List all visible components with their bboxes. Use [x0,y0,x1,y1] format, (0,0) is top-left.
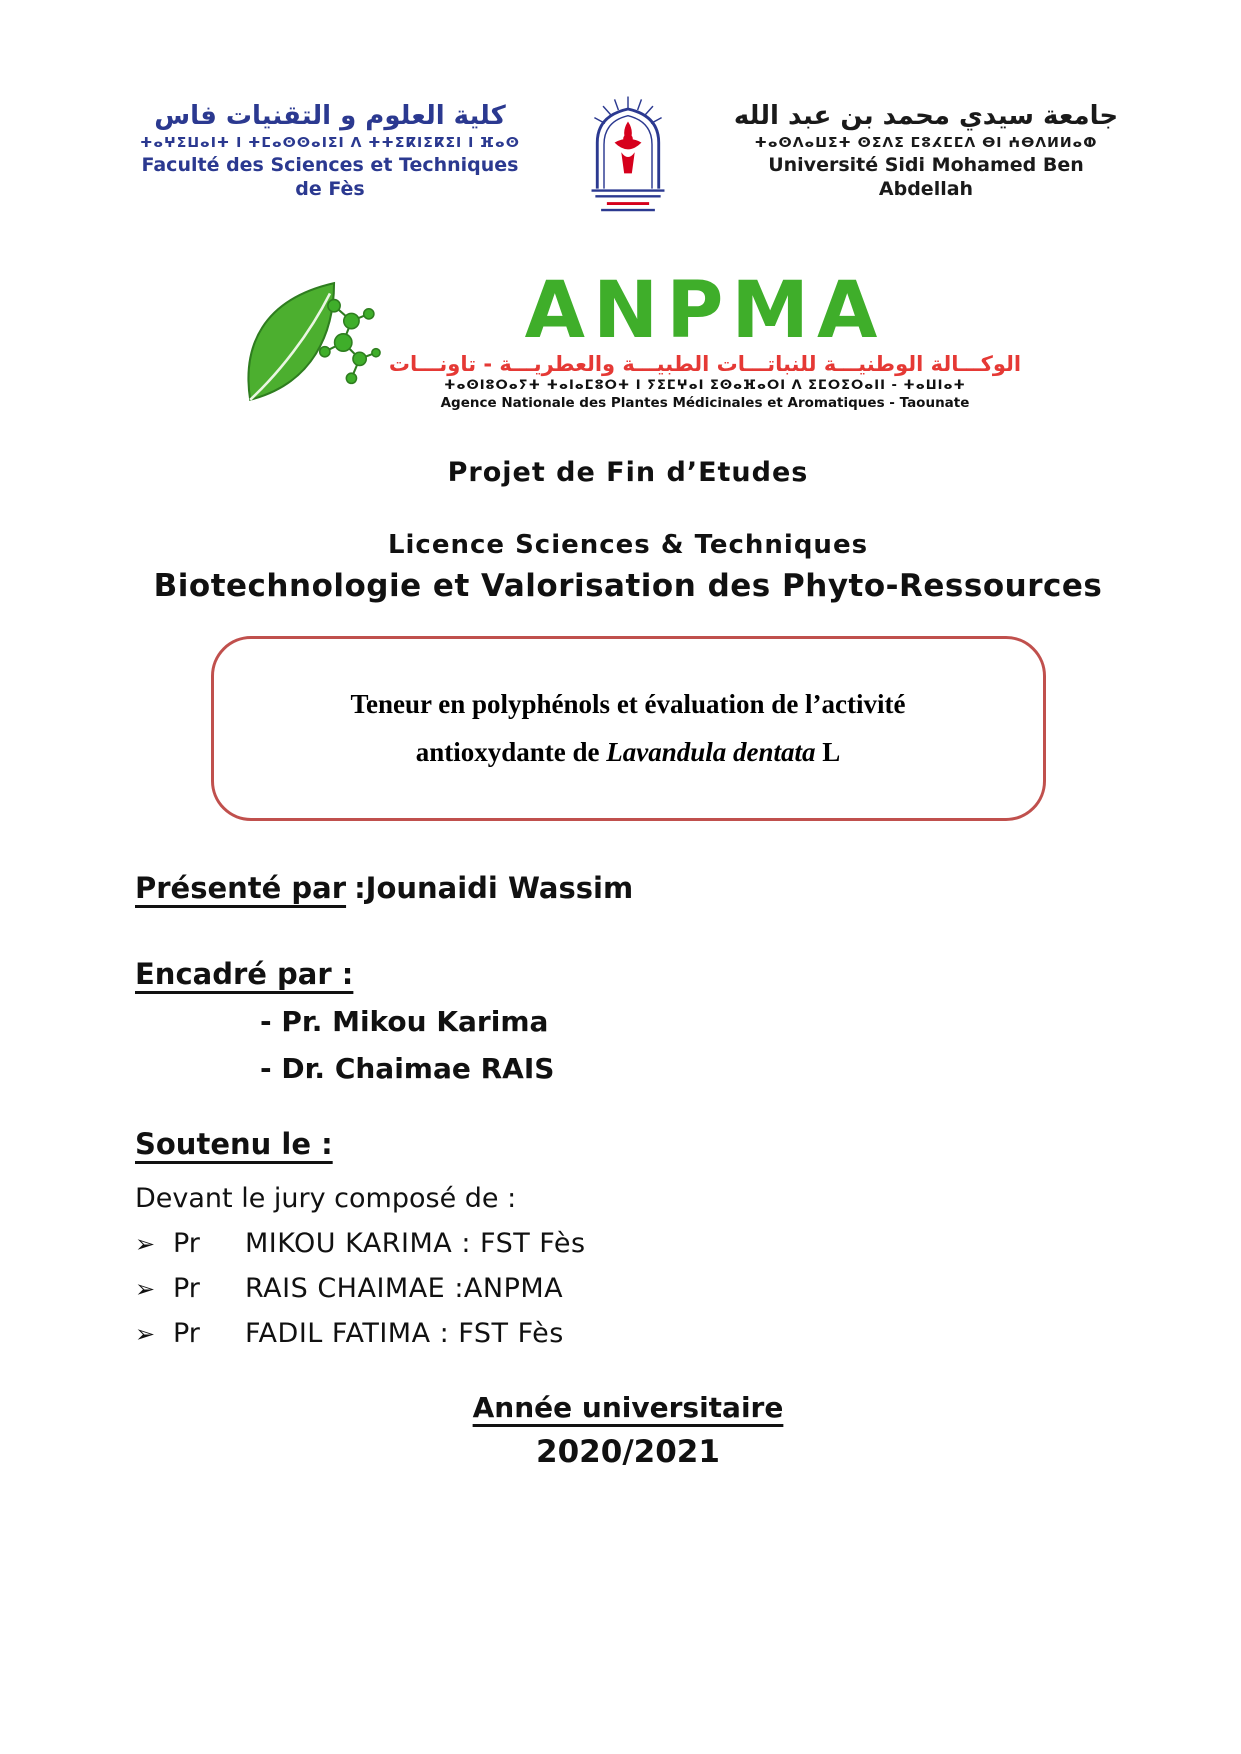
university-name-tifinagh: ⵜⴰⵙⴷⴰⵡⵉⵜ ⵙⵉⴷⵉ ⵎⵓⵃⵎⵎⴷ ⴱⵏ ⵄⴱⴷⵍⵍⴰⵀ [754,134,1098,151]
faculty-block [135,100,525,202]
faculty-name-tifinagh: ⵜⴰⵖⵉⵡⴰⵏⵜ ⵏ ⵜⵎⴰⵙⵙⴰⵏⵉⵏ ⴷ ⵜⵜⵉⴽⵏⵉⴽⵉⵏ ⵏ ⴼⴰⵙ [140,134,520,151]
academic-year-value: 2020/2021 [536,1434,720,1471]
academic-year-block [135,1391,1121,1470]
university-name-latin: Université Sidi Mohamed Ben Abdellah [768,154,1084,200]
subject-line-2 [264,729,993,776]
author-name: :Jounaidi Wassim [354,871,634,906]
anpma-name-arabic: الوكـــالة الوطنيـــة للنباتـــات الطبيـــة والعطريـــة - تاونـــات [388,352,1022,377]
degree-title: Licence Sciences & Techniques [387,530,869,561]
defense-date-line [135,1127,1121,1161]
jury-member-name: MIKOU KARIMA : FST Fès [245,1228,586,1260]
subject-line-2-suffix: L [822,736,841,767]
institution-header [135,100,1121,226]
arrow-bullet-icon: ➢ [135,1230,156,1259]
anpma-text-block [388,266,1022,412]
subject-line-1: Teneur en polyphénols et évaluation de l’activité [350,689,906,720]
anpma-name-latin: Agence Nationale des Plantes Médicinales et Aromatiques - Taounate [440,395,970,412]
species-name: Lavandula dentata [606,736,816,767]
jury-member-title: Pr [173,1273,200,1305]
arrow-bullet-icon: ➢ [135,1320,156,1349]
faculty-name-arabic: كلية العلوم و التقنيات فاس [154,101,506,131]
thesis-subject-box [211,636,1046,821]
program-title: Biotechnologie et Valorisation des Phyto-Ressources [153,568,1103,605]
university-name-arabic: جامعة سيدي محمد بن عبد الله [733,101,1119,131]
anpma-acronym: ANPMA [524,266,886,356]
university-block [731,100,1121,202]
anpma-name-tifinagh: ⵜⴰⵙⵏⵓⵔⴰⵢⵜ ⵜⴰⵏⴰⵎⵓⵔⵜ ⵏ ⵢⵉⵎⵖⴰⵏ ⵉⵙⴰⴼⴰⵔⵏ ⴷ ⵉⵎⵔⵉⵔⴰⵏⵏ - ⵜⴰⵡⵏⴰⵜ [444,378,966,394]
arrow-bullet-icon: ➢ [135,1275,156,1304]
defense-date-label: Soutenu le : [135,1127,333,1162]
faculty-name-latin: Faculté des Sciences et Techniques de Fès [141,154,519,200]
university-emblem-logo [580,92,676,226]
project-title: Projet de Fin d’Etudes [447,457,809,489]
supervised-by-label: Encadré par : [135,957,354,992]
presented-by-line [135,871,1121,905]
jury-member-1 [135,1228,1121,1259]
supervised-by-line [135,957,1121,991]
presented-by-label: Présenté par [135,871,347,906]
jury-member-3 [135,1318,1121,1349]
subject-line-2-prefix: antioxydante de [415,736,607,767]
jury-member-name: RAIS CHAIMAE :ANPMA [245,1273,564,1305]
jury-member-title: Pr [173,1228,200,1260]
supervisor-1: - Pr. Mikou Karima [260,1005,549,1039]
university-emblem-icon [580,92,676,222]
jury-member-name: FADIL FATIMA : FST Fès [245,1318,564,1350]
anpma-leaf-molecule-icon [235,275,385,410]
academic-year-label: Année universitaire [472,1391,784,1425]
jury-member-title: Pr [173,1318,200,1350]
anpma-logo-block [135,266,1121,412]
supervisor-2: - Dr. Chaimae RAIS [260,1052,555,1086]
jury-intro: Devant le jury composé de : [135,1183,517,1215]
jury-member-2 [135,1273,1121,1304]
